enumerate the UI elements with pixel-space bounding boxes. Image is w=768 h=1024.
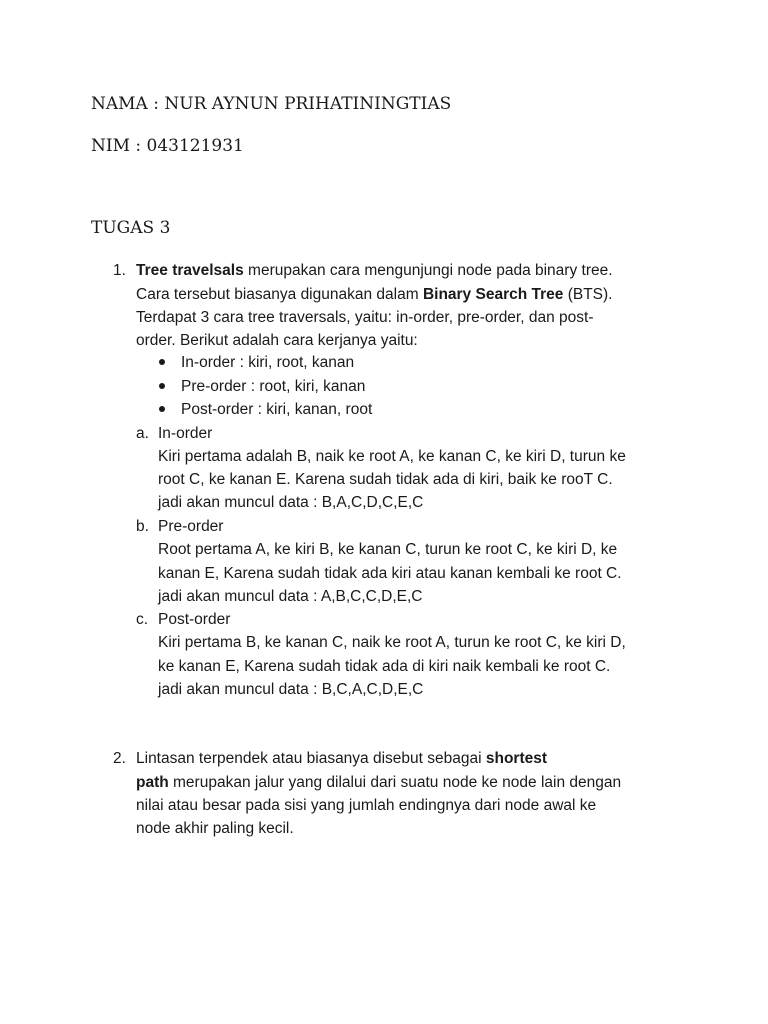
sub-b-line-1: Root pertama A, ke kiri B, ke kanan C, turun ke root C, ke kiri D, ke — [158, 541, 618, 558]
item-2-number: 2. — [113, 750, 126, 767]
item-2-line-3: nilai atau besar pada sisi yang jumlah endingnya dari node awal ke — [136, 797, 597, 814]
sub-a-line-3: jadi akan muncul data : B,A,C,D,C,E,C — [158, 494, 424, 511]
sub-c-marker: c. — [136, 611, 149, 628]
item-1-line-2: Cara tersebut biasanya digunakan dalam Binary Search Tree (BTS). — [136, 286, 613, 303]
sub-b-line-2: kanan E, Karena sudah tidak ada kiri atau kanan kembali ke root C. — [158, 565, 622, 582]
bullet-icon — [159, 359, 165, 365]
sub-a-line-1: Kiri pertama adalah B, naik ke root A, ke kanan C, ke kiri D, turun ke — [158, 448, 626, 465]
bullet-icon — [159, 383, 165, 389]
item-1-number: 1. — [113, 262, 126, 279]
sub-a-marker: a. — [136, 425, 149, 442]
sub-c-line-2: ke kanan E, Karena sudah tidak ada di kiri naik kembali ke root C. — [158, 658, 611, 675]
sub-b-title: Pre-order — [158, 518, 224, 535]
item-2-line-2: path merupakan jalur yang dilalui dari suatu node ke node lain dengan — [136, 774, 622, 791]
bullet-in-order: In-order : kiri, root, kanan — [181, 354, 355, 371]
student-nim: NIM : 043121931 — [91, 136, 244, 156]
sub-a-title: In-order — [158, 425, 213, 442]
item-2-line-1: Lintasan terpendek atau biasanya disebut sebagai shortest — [136, 750, 548, 767]
item-1-line-3: Terdapat 3 cara tree traversals, yaitu: in-order, pre-order, dan post- — [136, 309, 594, 326]
bullet-icon — [159, 406, 165, 412]
sub-c-line-1: Kiri pertama B, ke kanan C, naik ke root A, turun ke root C, ke kiri D, — [158, 634, 626, 651]
sub-a-line-2: root C, ke kanan E. Karena sudah tidak ada di kiri, baik ke rooT C. — [158, 471, 613, 488]
item-2-line-4: node akhir paling kecil. — [136, 820, 294, 837]
assignment-title: TUGAS 3 — [91, 218, 171, 238]
sub-b-marker: b. — [136, 518, 149, 535]
item-1-line-4: order. Berikut adalah cara kerjanya yaitu: — [136, 332, 418, 349]
bullet-pre-order: Pre-order : root, kiri, kanan — [181, 378, 366, 395]
sub-c-line-3: jadi akan muncul data : B,C,A,C,D,E,C — [158, 681, 424, 698]
sub-c-title: Post-order — [158, 611, 231, 628]
student-name: NAMA : NUR AYNUN PRIHATININGTIAS — [91, 94, 452, 114]
bullet-post-order: Post-order : kiri, kanan, root — [181, 401, 373, 418]
item-1-line-1: Tree travelsals merupakan cara mengunjungi node pada binary tree. — [136, 262, 613, 279]
sub-b-line-3: jadi akan muncul data : A,B,C,C,D,E,C — [158, 588, 423, 605]
